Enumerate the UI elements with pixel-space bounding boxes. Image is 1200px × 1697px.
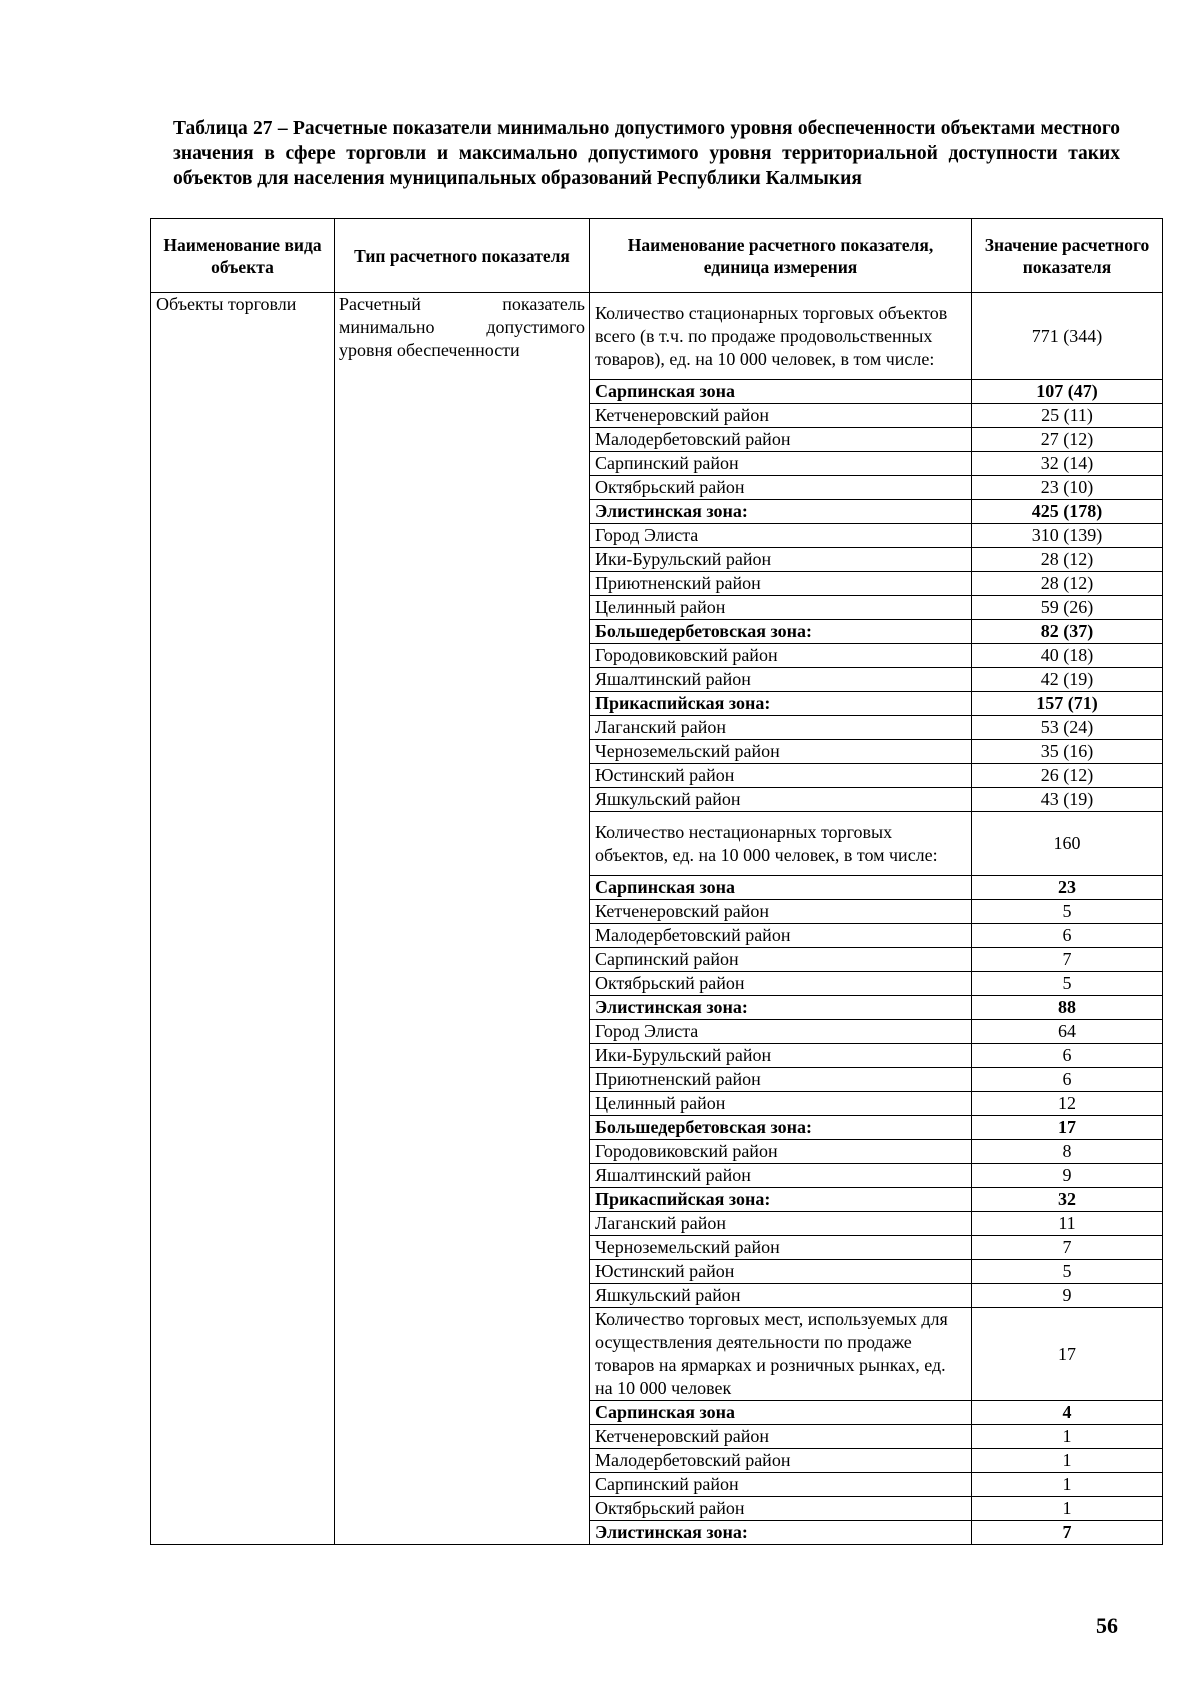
header-value: Значение расчетного показателя: [972, 219, 1163, 293]
indicator-value: 28 (12): [972, 548, 1163, 572]
indicator-description: Количество торговых мест, используемых для осуществления деятельности по продаже товаров на ярмарках и розничных рынках, ед. на 10 000 человек: [590, 1308, 972, 1401]
district-label: Лаганский район: [590, 716, 972, 740]
district-label: Кетченеровский район: [590, 404, 972, 428]
indicator-value: 6: [972, 924, 1163, 948]
district-label: Приютненский район: [590, 1068, 972, 1092]
indicator-value: 11: [972, 1212, 1163, 1236]
indicator-value: 12: [972, 1092, 1163, 1116]
table-row: [151, 293, 1163, 380]
district-label: Яшкульский район: [590, 1284, 972, 1308]
district-label: Город Элиста: [590, 524, 972, 548]
indicator-value: 35 (16): [972, 740, 1163, 764]
indicator-value: 7: [972, 1521, 1163, 1545]
district-label: Юстинский район: [590, 1260, 972, 1284]
table-body: [151, 293, 1163, 1545]
district-label: Юстинский район: [590, 764, 972, 788]
indicator-value: 53 (24): [972, 716, 1163, 740]
object-name-cell: Объекты торговли: [151, 293, 335, 1545]
district-label: Яшалтинский район: [590, 668, 972, 692]
indicator-value: 40 (18): [972, 644, 1163, 668]
indicator-description: Количество стационарных торговых объектов всего (в т.ч. по продаже продовольственных товаров), ед. на 10 000 человек, в том числе:: [590, 293, 972, 380]
indicator-value: 1: [972, 1497, 1163, 1521]
indicator-value: 32: [972, 1188, 1163, 1212]
indicator-value: 23: [972, 876, 1163, 900]
header-object: Наименование вида объекта: [151, 219, 335, 293]
district-label: Приютненский район: [590, 572, 972, 596]
indicator-value: 43 (19): [972, 788, 1163, 812]
indicators-table: [150, 218, 1163, 1545]
table-header-row: [151, 219, 1163, 293]
district-label: Лаганский район: [590, 1212, 972, 1236]
district-label: Городовиковский район: [590, 1140, 972, 1164]
page-number: 56: [1096, 1613, 1118, 1638]
indicator-value: 28 (12): [972, 572, 1163, 596]
district-label: Кетченеровский район: [590, 900, 972, 924]
zone-label: Сарпинская зона: [590, 380, 972, 404]
indicator-value: 5: [972, 900, 1163, 924]
zone-label: Прикаспийская зона:: [590, 692, 972, 716]
district-label: Яшалтинский район: [590, 1164, 972, 1188]
indicator-value: 1: [972, 1425, 1163, 1449]
district-label: Целинный район: [590, 1092, 972, 1116]
zone-label: Элистинская зона:: [590, 996, 972, 1020]
indicator-value: 1: [972, 1473, 1163, 1497]
indicator-description: Количество нестационарных торговых объектов, ед. на 10 000 человек, в том числе:: [590, 812, 972, 876]
indicator-value: 5: [972, 1260, 1163, 1284]
indicator-value: 64: [972, 1020, 1163, 1044]
indicator-value: 6: [972, 1044, 1163, 1068]
indicator-value: 88: [972, 996, 1163, 1020]
district-label: Черноземельский район: [590, 1236, 972, 1260]
indicator-value: 4: [972, 1401, 1163, 1425]
table-caption: Таблица 27 – Расчетные показатели минимально допустимого уровня обеспеченности объектами местного значения в сфере торговли и максимально допустимого уровня территориальной доступности таких объектов для населения муниципальных образований Республики Калмыкия: [173, 118, 1120, 189]
district-label: Кетченеровский район: [590, 1425, 972, 1449]
indicator-value: 17: [972, 1308, 1163, 1401]
indicator-value: 160: [972, 812, 1163, 876]
district-label: Малодербетовский район: [590, 1449, 972, 1473]
district-label: Октябрьский район: [590, 972, 972, 996]
indicator-value: 107 (47): [972, 380, 1163, 404]
district-label: Город Элиста: [590, 1020, 972, 1044]
indicator-value: 771 (344): [972, 293, 1163, 380]
district-label: Малодербетовский район: [590, 924, 972, 948]
indicator-value: 5: [972, 972, 1163, 996]
indicator-value: 157 (71): [972, 692, 1163, 716]
indicator-value: 9: [972, 1164, 1163, 1188]
district-label: Октябрьский район: [590, 1497, 972, 1521]
district-label: Ики-Бурульский район: [590, 548, 972, 572]
indicator-value: 7: [972, 948, 1163, 972]
district-label: Октябрьский район: [590, 476, 972, 500]
district-label: Сарпинский район: [590, 452, 972, 476]
district-label: Городовиковский район: [590, 644, 972, 668]
zone-label: Сарпинская зона: [590, 876, 972, 900]
indicator-type-cell: Расчетный показатель минимально допустимого уровня обеспеченности: [335, 293, 590, 1545]
indicator-value: 32 (14): [972, 452, 1163, 476]
zone-label: Прикаспийская зона:: [590, 1188, 972, 1212]
district-label: Черноземельский район: [590, 740, 972, 764]
header-type: Тип расчетного показателя: [335, 219, 590, 293]
district-label: Ики-Бурульский район: [590, 1044, 972, 1068]
district-label: Малодербетовский район: [590, 428, 972, 452]
indicator-value: 42 (19): [972, 668, 1163, 692]
indicator-value: 310 (139): [972, 524, 1163, 548]
zone-label: Большедербетовская зона:: [590, 1116, 972, 1140]
zone-label: Сарпинская зона: [590, 1401, 972, 1425]
indicator-value: 25 (11): [972, 404, 1163, 428]
indicator-value: 8: [972, 1140, 1163, 1164]
zone-label: Элистинская зона:: [590, 500, 972, 524]
indicator-value: 27 (12): [972, 428, 1163, 452]
indicator-value: 23 (10): [972, 476, 1163, 500]
zone-label: Элистинская зона:: [590, 1521, 972, 1545]
indicator-value: 82 (37): [972, 620, 1163, 644]
zone-label: Большедербетовская зона:: [590, 620, 972, 644]
header-indicator: Наименование расчетного показателя, единица измерения: [590, 219, 972, 293]
district-label: Сарпинский район: [590, 948, 972, 972]
indicator-value: 1: [972, 1449, 1163, 1473]
indicator-value: 425 (178): [972, 500, 1163, 524]
district-label: Сарпинский район: [590, 1473, 972, 1497]
district-label: Яшкульский район: [590, 788, 972, 812]
indicator-value: 26 (12): [972, 764, 1163, 788]
indicator-value: 7: [972, 1236, 1163, 1260]
indicator-value: 59 (26): [972, 596, 1163, 620]
district-label: Целинный район: [590, 596, 972, 620]
indicator-value: 6: [972, 1068, 1163, 1092]
indicator-value: 17: [972, 1116, 1163, 1140]
indicator-value: 9: [972, 1284, 1163, 1308]
